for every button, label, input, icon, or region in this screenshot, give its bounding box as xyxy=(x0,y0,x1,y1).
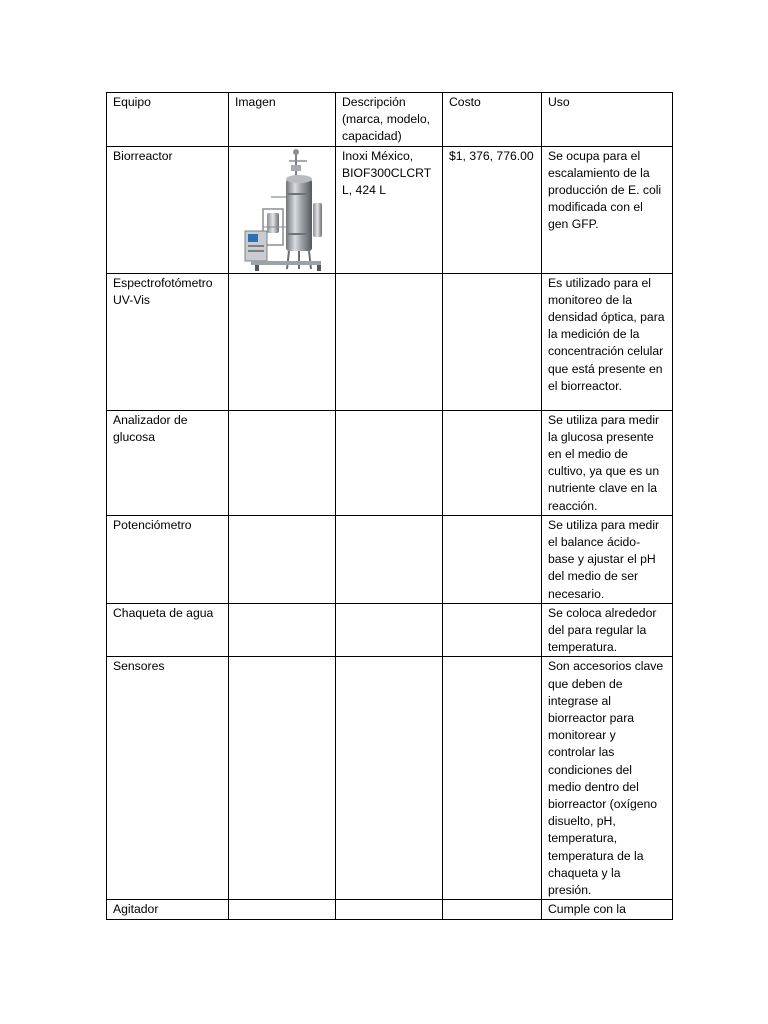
table-row xyxy=(107,603,673,657)
cell-costo: $1, 376, 776.00 xyxy=(443,146,542,273)
cell-descripcion xyxy=(336,515,443,603)
cell-uso: Es utilizado para el monitoreo de la densidad óptica, para la medición de la concentración celular que está presente en el biorreactor. xyxy=(542,273,673,410)
cell-uso: Se utiliza para medir el balance ácido-base y ajustar el pH del medio de ser necesario. xyxy=(542,515,673,603)
table-header-row xyxy=(107,93,673,147)
equipment-table xyxy=(106,92,673,920)
cell-equipo: Sensores xyxy=(107,657,229,900)
table-row xyxy=(107,657,673,900)
cell-costo xyxy=(443,900,542,919)
header-equipo: Equipo xyxy=(107,93,229,147)
bioreactor-photo-icon xyxy=(241,147,331,274)
cell-equipo: Chaqueta de agua xyxy=(107,603,229,657)
cell-imagen xyxy=(229,515,336,603)
table-row xyxy=(107,900,673,919)
cell-imagen xyxy=(229,410,336,515)
cell-uso: Se coloca alrededor del para regular la temperatura. xyxy=(542,603,673,657)
cell-costo xyxy=(443,657,542,900)
cell-uso: Son accesorios clave que deben de integrase al biorreactor para monitorear y controlar las condiciones del medio dentro del biorreactor (oxígeno disuelto, pH, temperatura, temperatura de la chaqueta y la presión. xyxy=(542,657,673,900)
header-imagen: Imagen xyxy=(229,93,336,147)
cell-uso: Cumple con la xyxy=(542,900,673,919)
cell-costo xyxy=(443,273,542,410)
cell-descripcion xyxy=(336,603,443,657)
cell-equipo: Biorreactor xyxy=(107,146,229,273)
table-row xyxy=(107,146,673,273)
table-row xyxy=(107,410,673,515)
cell-equipo: Analizador de glucosa xyxy=(107,410,229,515)
cell-descripcion: Inoxi México, BIOF300CLCRTL, 424 L xyxy=(336,146,443,273)
cell-equipo: Agitador xyxy=(107,900,229,919)
cell-imagen xyxy=(229,273,336,410)
header-costo: Costo xyxy=(443,93,542,147)
cell-equipo: Potenciómetro xyxy=(107,515,229,603)
table-row xyxy=(107,273,673,410)
cell-imagen xyxy=(229,146,336,273)
cell-uso: Se utiliza para medir la glucosa presente en el medio de cultivo, ya que es un nutriente clave en la reacción. xyxy=(542,410,673,515)
cell-descripcion xyxy=(336,273,443,410)
cell-descripcion xyxy=(336,900,443,919)
cell-equipo: Espectrofotómetro UV-Vis xyxy=(107,273,229,410)
table-row xyxy=(107,515,673,603)
cell-imagen xyxy=(229,900,336,919)
cell-costo xyxy=(443,515,542,603)
cell-descripcion xyxy=(336,657,443,900)
cell-uso: Se ocupa para el escalamiento de la producción de E. coli modificada con el gen GFP. xyxy=(542,146,673,273)
header-uso: Uso xyxy=(542,93,673,147)
cell-imagen xyxy=(229,603,336,657)
cell-costo xyxy=(443,603,542,657)
cell-imagen xyxy=(229,657,336,900)
cell-costo xyxy=(443,410,542,515)
cell-descripcion xyxy=(336,410,443,515)
header-descripcion: Descripción (marca, modelo, capacidad) xyxy=(336,93,443,147)
